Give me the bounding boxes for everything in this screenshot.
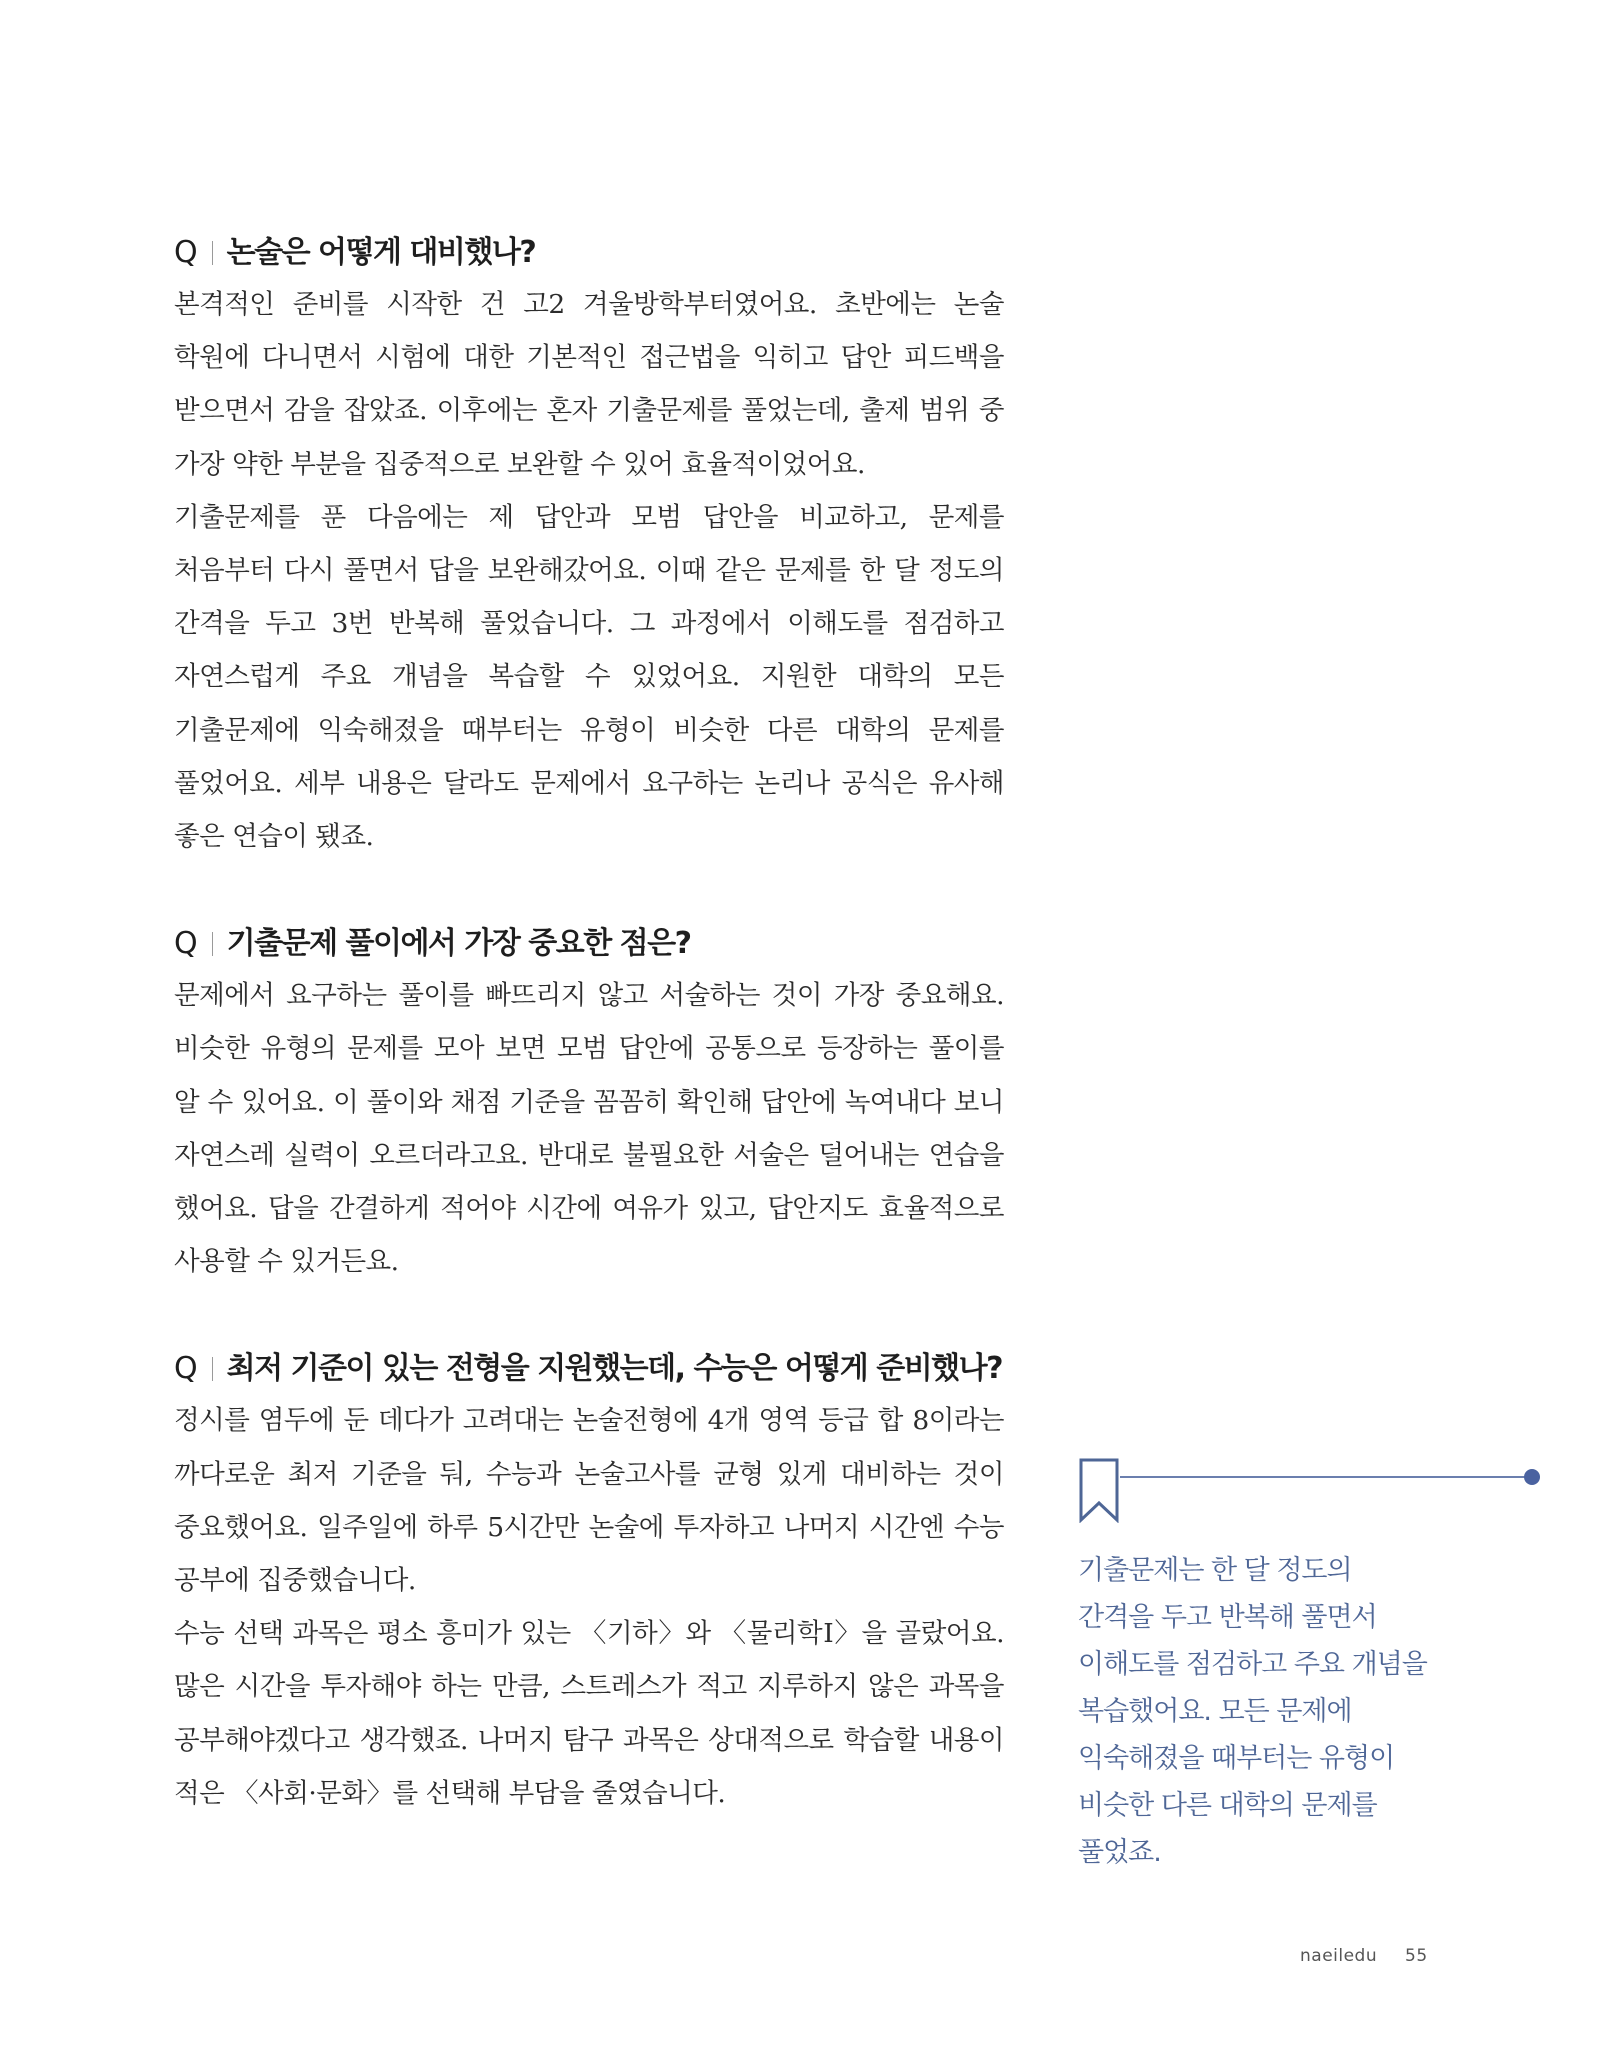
answer-paragraph: 기출문제를 푼 다음에는 제 답안과 모범 답안을 비교하고, 문제를 처음부터 다시 풀면서 답을 보완해갔어요. 이때 같은 문제를 한 달 정도의 간격을 두고 3번 반복해 풀었습니다. 그 과정에서 이해도를 점검하고 자연스럽게 주요 개념을 복습할 수 있었어요. 지원한 대학의 모든 기출문제에 익숙해졌을 때부터는 유형이 비슷한 다른 대학의 문제를 풀었어요. 세부 내용은 달라도 문제에서 요구하는 논리나 공식은 유사해 좋은 연습이 됐죠. xyxy=(174,501,1004,853)
answer-paragraph: 문제에서 요구하는 풀이를 빠뜨리지 않고 서술하는 것이 가장 중요해요. 비슷한 유형의 문제를 모아 보면 모범 답안에 공통으로 등장하는 풀이를 알 수 있어요. 이 풀이와 채점 기준을 꼼꼼히 확인해 답안에 녹여내다 보니 자연스레 실력이 오르더라고요. 반대로 불필요한 서술은 덜어내는 연습을 했어요. 답을 간결하게 적어야 시간에 여유가 있고, 답안지도 효율적으로 사용할 수 있거든요. xyxy=(174,980,1004,1278)
question-heading xyxy=(174,228,1004,278)
question-text: 최저 기준이 있는 전형을 지원했는데, 수능은 어떻게 준비했나? xyxy=(226,1351,1003,1387)
pull-quote-line: 간격을 두고 반복해 풀면서 xyxy=(1078,1602,1377,1633)
answer-paragraph: 수능 선택 과목은 평소 흥미가 있는 〈기하〉와 〈물리학Ⅰ〉을 골랐어요. 많은 시간을 투자해야 하는 만큼, 스트레스가 적고 지루하지 않은 과목을 공부해야겠다고 생각했죠. 나머지 탐구 과목은 상대적으로 학습할 내용이 적은 〈사회·문화〉를 선택해 부담을 줄였습니다. xyxy=(174,1618,1004,1809)
pull-quote-line: 비슷한 다른 대학의 문제를 xyxy=(1078,1790,1377,1821)
pull-quote-line: 풀었죠. xyxy=(1078,1837,1161,1868)
answer-paragraph: 본격적인 준비를 시작한 건 고2 겨울방학부터였어요. 초반에는 논술 학원에 다니면서 시험에 대한 기본적인 접근법을 익히고 답안 피드백을 받으면서 감을 잡았죠. 이후에는 혼자 기출문제를 풀었는데, 출제 범위 중 가장 약한 부분을 집중적으로 보완할 수 있어 효율적이었어요. xyxy=(174,289,1004,480)
footer-brand: naeiledu xyxy=(1300,1946,1378,1966)
page-footer xyxy=(1300,1946,1428,1966)
q-divider xyxy=(212,932,213,956)
q-mark: Q xyxy=(174,1351,198,1387)
pull-quote-header xyxy=(1078,1457,1478,1527)
pull-quote-line: 복습했어요. 모든 문제에 xyxy=(1078,1696,1352,1727)
pull-quote-line: 이해도를 점검하고 주요 개념을 xyxy=(1078,1649,1427,1680)
decorative-rule xyxy=(1120,1476,1530,1478)
bookmark-icon xyxy=(1078,1457,1120,1523)
qa-section-suneung xyxy=(174,1344,1004,1820)
question-heading xyxy=(174,919,1004,969)
qa-section-essay xyxy=(174,228,1004,863)
question-heading xyxy=(174,1344,1004,1394)
q-mark: Q xyxy=(174,235,198,270)
pull-quote xyxy=(1078,1457,1478,1876)
pull-quote-text xyxy=(1078,1547,1478,1876)
qa-section-past-exams xyxy=(174,919,1004,1288)
pull-quote-line: 기출문제는 한 달 정도의 xyxy=(1078,1555,1352,1586)
pull-quote-line: 익숙해졌을 때부터는 유형이 xyxy=(1078,1743,1395,1774)
answer-paragraph: 정시를 염두에 둔 데다가 고려대는 논술전형에 4개 영역 등급 합 8이라는 까다로운 최저 기준을 둬, 수능과 논술고사를 균형 있게 대비하는 것이 중요했어요. 일주일에 하루 5시간만 논술에 투자하고 나머지 시간엔 수능 공부에 집중했습니다. xyxy=(174,1405,1004,1597)
article-body xyxy=(174,228,1004,1876)
question-text: 논술은 어떻게 대비했나? xyxy=(226,235,536,270)
question-text: 기출문제 풀이에서 가장 중요한 점은? xyxy=(226,926,691,962)
q-divider xyxy=(212,241,213,265)
q-mark: Q xyxy=(174,926,198,962)
q-divider xyxy=(212,1357,213,1381)
decorative-dot xyxy=(1524,1469,1540,1485)
page-number: 55 xyxy=(1405,1946,1428,1966)
